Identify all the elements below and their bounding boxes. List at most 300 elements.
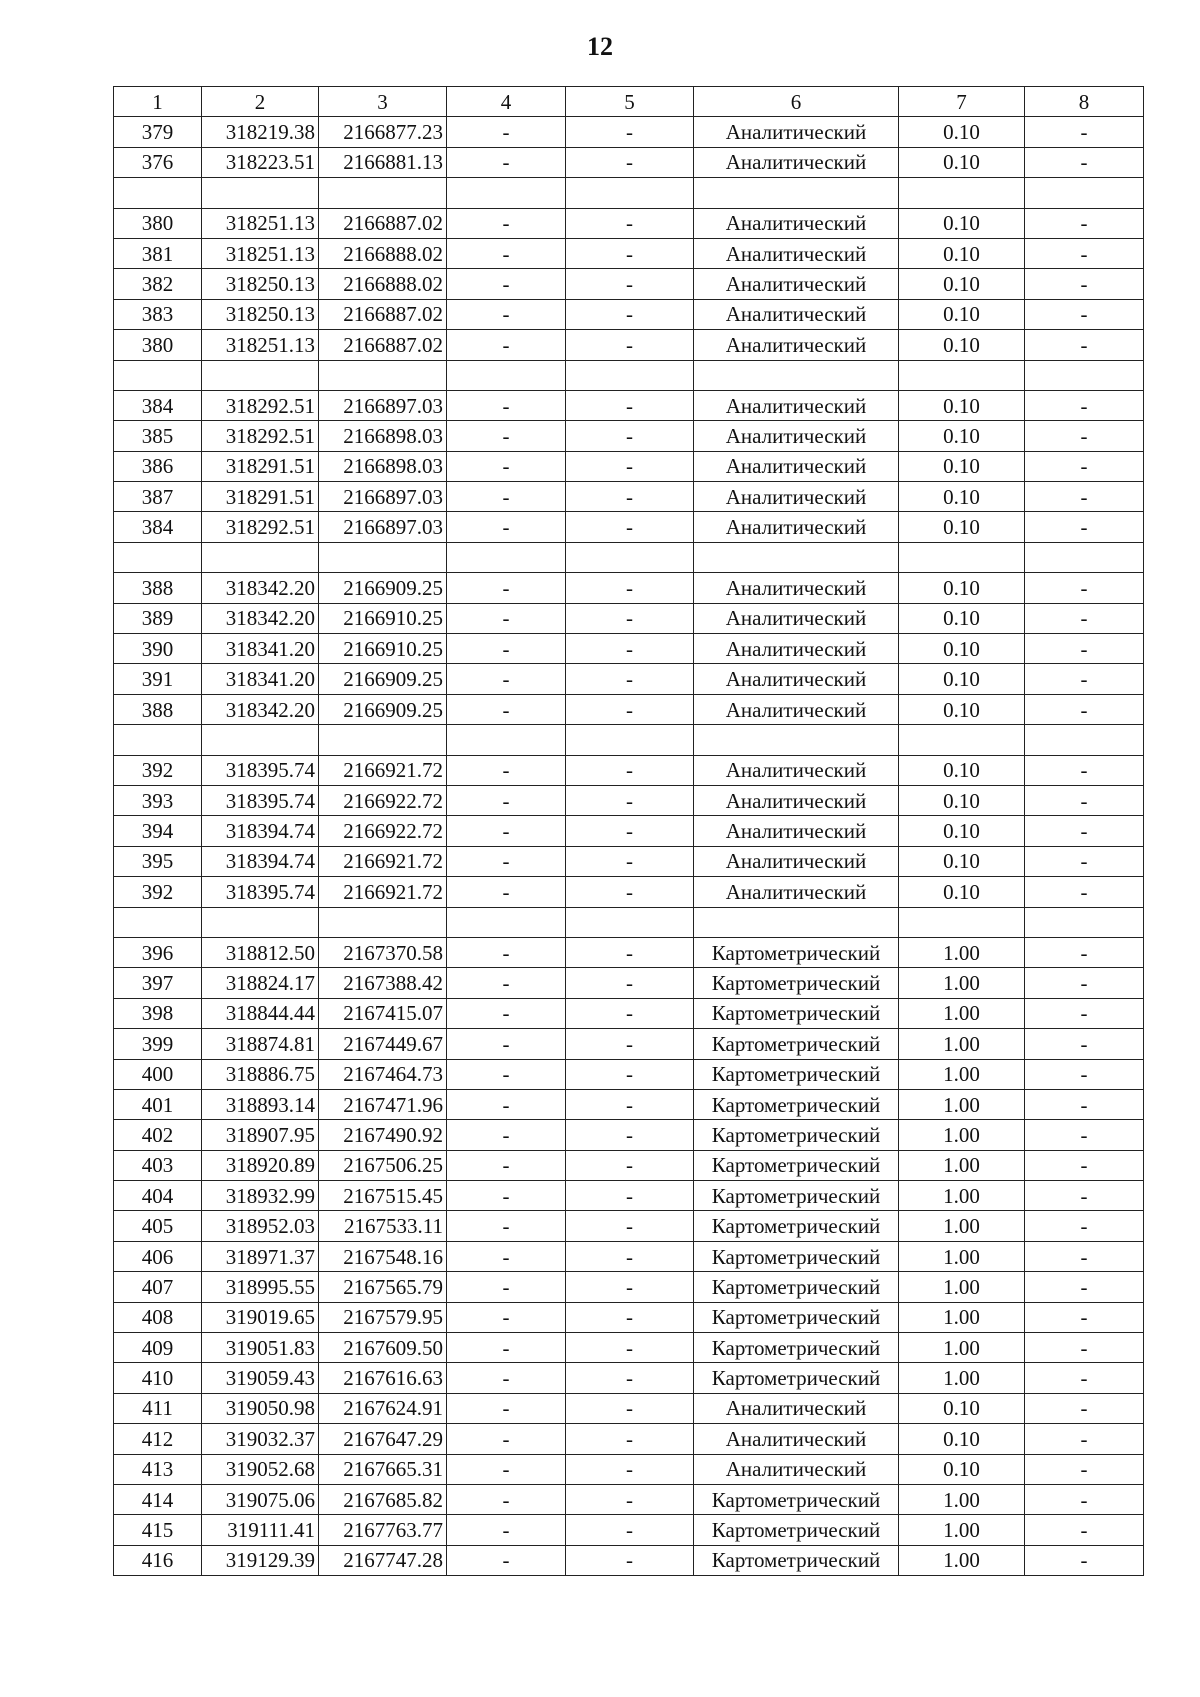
x-coordinate-cell: 318824.17 xyxy=(202,968,319,998)
table-row xyxy=(114,664,1144,694)
table-row xyxy=(114,755,1144,785)
y-coordinate-cell: 2166897.03 xyxy=(319,390,447,420)
column-5-cell: - xyxy=(566,299,694,329)
column-header: 5 xyxy=(566,87,694,117)
x-coordinate-cell: 319075.06 xyxy=(202,1484,319,1514)
accuracy-cell: 1.00 xyxy=(899,937,1025,967)
column-4-cell: - xyxy=(447,512,566,542)
column-8-cell: - xyxy=(1025,482,1144,512)
column-4-cell: - xyxy=(447,1089,566,1119)
method-cell: Аналитический xyxy=(694,634,899,664)
column-8-cell: - xyxy=(1025,634,1144,664)
method-cell: Картометрический xyxy=(694,1272,899,1302)
column-5-cell: - xyxy=(566,421,694,451)
x-coordinate-cell: 318342.20 xyxy=(202,694,319,724)
y-coordinate-cell: 2166909.25 xyxy=(319,573,447,603)
column-4-cell: - xyxy=(447,1393,566,1423)
column-5-cell: - xyxy=(566,1150,694,1180)
column-8-cell: - xyxy=(1025,785,1144,815)
column-4-cell xyxy=(447,907,566,937)
accuracy-cell: 1.00 xyxy=(899,998,1025,1028)
x-coordinate-cell: 318291.51 xyxy=(202,451,319,481)
x-coordinate-cell: 319019.65 xyxy=(202,1302,319,1332)
point-number-cell: 384 xyxy=(114,390,202,420)
column-4-cell: - xyxy=(447,482,566,512)
y-coordinate-cell: 2166921.72 xyxy=(319,755,447,785)
accuracy-cell: 1.00 xyxy=(899,1089,1025,1119)
column-4-cell: - xyxy=(447,1272,566,1302)
table-row xyxy=(114,117,1144,147)
point-number-cell: 396 xyxy=(114,937,202,967)
table-row xyxy=(114,1424,1144,1454)
y-coordinate-cell: 2167747.28 xyxy=(319,1545,447,1575)
point-number-cell: 387 xyxy=(114,482,202,512)
point-number-cell: 388 xyxy=(114,573,202,603)
y-coordinate-cell: 2166922.72 xyxy=(319,785,447,815)
point-number-cell xyxy=(114,178,202,208)
point-number-cell: 388 xyxy=(114,694,202,724)
coordinates-table xyxy=(113,86,1144,1576)
y-coordinate-cell: 2167515.45 xyxy=(319,1181,447,1211)
table-spacer-row xyxy=(114,542,1144,572)
method-cell: Картометрический xyxy=(694,1150,899,1180)
column-5-cell: - xyxy=(566,1181,694,1211)
column-4-cell xyxy=(447,542,566,572)
column-4-cell: - xyxy=(447,1484,566,1514)
method-cell: Картометрический xyxy=(694,1484,899,1514)
point-number-cell: 404 xyxy=(114,1181,202,1211)
column-4-cell: - xyxy=(447,238,566,268)
x-coordinate-cell: 319111.41 xyxy=(202,1515,319,1545)
point-number-cell: 380 xyxy=(114,330,202,360)
accuracy-cell: 1.00 xyxy=(899,1484,1025,1514)
column-8-cell: - xyxy=(1025,1302,1144,1332)
point-number-cell xyxy=(114,725,202,755)
column-5-cell: - xyxy=(566,968,694,998)
accuracy-cell xyxy=(899,178,1025,208)
column-5-cell: - xyxy=(566,147,694,177)
method-cell: Картометрический xyxy=(694,1241,899,1271)
x-coordinate-cell xyxy=(202,725,319,755)
point-number-cell: 389 xyxy=(114,603,202,633)
method-cell xyxy=(694,542,899,572)
column-8-cell: - xyxy=(1025,299,1144,329)
table-row xyxy=(114,482,1144,512)
x-coordinate-cell: 318395.74 xyxy=(202,877,319,907)
accuracy-cell: 0.10 xyxy=(899,1454,1025,1484)
table-row xyxy=(114,1150,1144,1180)
point-number-cell: 412 xyxy=(114,1424,202,1454)
column-4-cell: - xyxy=(447,421,566,451)
y-coordinate-cell: 2166887.02 xyxy=(319,330,447,360)
column-5-cell: - xyxy=(566,816,694,846)
accuracy-cell: 0.10 xyxy=(899,664,1025,694)
table-row xyxy=(114,208,1144,238)
table-row xyxy=(114,634,1144,664)
accuracy-cell: 0.10 xyxy=(899,877,1025,907)
table-row xyxy=(114,1515,1144,1545)
column-5-cell xyxy=(566,178,694,208)
point-number-cell: 382 xyxy=(114,269,202,299)
column-4-cell: - xyxy=(447,1059,566,1089)
point-number-cell: 398 xyxy=(114,998,202,1028)
method-cell: Аналитический xyxy=(694,664,899,694)
accuracy-cell: 1.00 xyxy=(899,1211,1025,1241)
point-number-cell xyxy=(114,907,202,937)
table-row xyxy=(114,451,1144,481)
column-4-cell: - xyxy=(447,998,566,1028)
column-4-cell: - xyxy=(447,1363,566,1393)
x-coordinate-cell: 318223.51 xyxy=(202,147,319,177)
point-number-cell: 411 xyxy=(114,1393,202,1423)
column-5-cell: - xyxy=(566,1029,694,1059)
point-number-cell: 407 xyxy=(114,1272,202,1302)
table-row xyxy=(114,421,1144,451)
accuracy-cell: 0.10 xyxy=(899,269,1025,299)
column-4-cell: - xyxy=(447,1150,566,1180)
column-5-cell: - xyxy=(566,1120,694,1150)
table-body xyxy=(114,117,1144,1576)
point-number-cell: 395 xyxy=(114,846,202,876)
column-8-cell: - xyxy=(1025,451,1144,481)
x-coordinate-cell: 319051.83 xyxy=(202,1333,319,1363)
y-coordinate-cell: 2167449.67 xyxy=(319,1029,447,1059)
method-cell: Картометрический xyxy=(694,1029,899,1059)
point-number-cell: 380 xyxy=(114,208,202,238)
x-coordinate-cell: 319129.39 xyxy=(202,1545,319,1575)
x-coordinate-cell: 318893.14 xyxy=(202,1089,319,1119)
x-coordinate-cell xyxy=(202,360,319,390)
x-coordinate-cell xyxy=(202,178,319,208)
point-number-cell: 390 xyxy=(114,634,202,664)
column-8-cell: - xyxy=(1025,937,1144,967)
method-cell: Картометрический xyxy=(694,968,899,998)
table-row xyxy=(114,694,1144,724)
column-8-cell: - xyxy=(1025,1120,1144,1150)
column-8-cell: - xyxy=(1025,1029,1144,1059)
table-row xyxy=(114,299,1144,329)
column-8-cell: - xyxy=(1025,1241,1144,1271)
x-coordinate-cell: 318394.74 xyxy=(202,846,319,876)
method-cell: Аналитический xyxy=(694,451,899,481)
column-8-cell: - xyxy=(1025,816,1144,846)
table-row xyxy=(114,998,1144,1028)
column-4-cell: - xyxy=(447,1424,566,1454)
method-cell: Аналитический xyxy=(694,147,899,177)
column-8-cell: - xyxy=(1025,1089,1144,1119)
accuracy-cell: 0.10 xyxy=(899,1393,1025,1423)
column-5-cell: - xyxy=(566,1302,694,1332)
accuracy-cell xyxy=(899,360,1025,390)
column-8-cell: - xyxy=(1025,1333,1144,1363)
y-coordinate-cell: 2166877.23 xyxy=(319,117,447,147)
column-8-cell: - xyxy=(1025,1272,1144,1302)
column-4-cell: - xyxy=(447,1029,566,1059)
column-8-cell: - xyxy=(1025,421,1144,451)
point-number-cell: 406 xyxy=(114,1241,202,1271)
x-coordinate-cell: 318292.51 xyxy=(202,512,319,542)
y-coordinate-cell: 2167609.50 xyxy=(319,1333,447,1363)
accuracy-cell: 0.10 xyxy=(899,634,1025,664)
y-coordinate-cell: 2167506.25 xyxy=(319,1150,447,1180)
column-5-cell: - xyxy=(566,390,694,420)
point-number-cell: 413 xyxy=(114,1454,202,1484)
y-coordinate-cell: 2167665.31 xyxy=(319,1454,447,1484)
table-row xyxy=(114,1393,1144,1423)
column-header: 7 xyxy=(899,87,1025,117)
table-row xyxy=(114,1181,1144,1211)
column-4-cell: - xyxy=(447,117,566,147)
accuracy-cell: 1.00 xyxy=(899,1181,1025,1211)
y-coordinate-cell: 2167579.95 xyxy=(319,1302,447,1332)
column-8-cell: - xyxy=(1025,1484,1144,1514)
x-coordinate-cell xyxy=(202,542,319,572)
y-coordinate-cell: 2167533.11 xyxy=(319,1211,447,1241)
column-4-cell: - xyxy=(447,694,566,724)
column-4-cell: - xyxy=(447,1241,566,1271)
column-5-cell: - xyxy=(566,1089,694,1119)
column-8-cell xyxy=(1025,178,1144,208)
column-4-cell: - xyxy=(447,1545,566,1575)
accuracy-cell: 1.00 xyxy=(899,1363,1025,1393)
point-number-cell: 416 xyxy=(114,1545,202,1575)
method-cell: Аналитический xyxy=(694,238,899,268)
column-4-cell: - xyxy=(447,299,566,329)
method-cell: Аналитический xyxy=(694,694,899,724)
column-5-cell: - xyxy=(566,238,694,268)
method-cell xyxy=(694,907,899,937)
column-8-cell: - xyxy=(1025,1059,1144,1089)
y-coordinate-cell: 2166897.03 xyxy=(319,482,447,512)
table-row xyxy=(114,147,1144,177)
column-header: 6 xyxy=(694,87,899,117)
accuracy-cell: 0.10 xyxy=(899,694,1025,724)
column-8-cell: - xyxy=(1025,512,1144,542)
column-8-cell xyxy=(1025,725,1144,755)
column-5-cell: - xyxy=(566,1363,694,1393)
point-number-cell: 391 xyxy=(114,664,202,694)
method-cell: Аналитический xyxy=(694,421,899,451)
column-4-cell: - xyxy=(447,937,566,967)
x-coordinate-cell: 318886.75 xyxy=(202,1059,319,1089)
column-4-cell: - xyxy=(447,755,566,785)
point-number-cell: 399 xyxy=(114,1029,202,1059)
column-5-cell: - xyxy=(566,1272,694,1302)
column-header: 4 xyxy=(447,87,566,117)
column-8-cell: - xyxy=(1025,117,1144,147)
point-number-cell: 385 xyxy=(114,421,202,451)
point-number-cell: 386 xyxy=(114,451,202,481)
column-5-cell: - xyxy=(566,330,694,360)
method-cell xyxy=(694,360,899,390)
column-5-cell xyxy=(566,542,694,572)
x-coordinate-cell: 319050.98 xyxy=(202,1393,319,1423)
column-5-cell: - xyxy=(566,1393,694,1423)
x-coordinate-cell: 318292.51 xyxy=(202,390,319,420)
column-8-cell xyxy=(1025,907,1144,937)
column-4-cell xyxy=(447,725,566,755)
method-cell: Аналитический xyxy=(694,299,899,329)
column-5-cell: - xyxy=(566,117,694,147)
method-cell: Картометрический xyxy=(694,1302,899,1332)
table-spacer-row xyxy=(114,725,1144,755)
x-coordinate-cell: 318971.37 xyxy=(202,1241,319,1271)
point-number-cell: 409 xyxy=(114,1333,202,1363)
method-cell: Картометрический xyxy=(694,998,899,1028)
column-5-cell: - xyxy=(566,846,694,876)
accuracy-cell: 0.10 xyxy=(899,846,1025,876)
point-number-cell: 415 xyxy=(114,1515,202,1545)
method-cell xyxy=(694,178,899,208)
table-row xyxy=(114,1211,1144,1241)
y-coordinate-cell: 2167415.07 xyxy=(319,998,447,1028)
point-number-cell xyxy=(114,360,202,390)
y-coordinate-cell: 2167471.96 xyxy=(319,1089,447,1119)
x-coordinate-cell: 318932.99 xyxy=(202,1181,319,1211)
accuracy-cell: 0.10 xyxy=(899,238,1025,268)
column-8-cell: - xyxy=(1025,846,1144,876)
x-coordinate-cell: 318920.89 xyxy=(202,1150,319,1180)
y-coordinate-cell: 2166922.72 xyxy=(319,816,447,846)
y-coordinate-cell xyxy=(319,360,447,390)
column-8-cell: - xyxy=(1025,1424,1144,1454)
column-8-cell: - xyxy=(1025,664,1144,694)
column-8-cell: - xyxy=(1025,573,1144,603)
table-row xyxy=(114,968,1144,998)
column-header: 8 xyxy=(1025,87,1144,117)
method-cell: Аналитический xyxy=(694,390,899,420)
column-8-cell: - xyxy=(1025,269,1144,299)
table-row xyxy=(114,1029,1144,1059)
y-coordinate-cell: 2166898.03 xyxy=(319,421,447,451)
y-coordinate-cell xyxy=(319,907,447,937)
column-8-cell: - xyxy=(1025,755,1144,785)
accuracy-cell xyxy=(899,907,1025,937)
accuracy-cell xyxy=(899,725,1025,755)
point-number-cell: 392 xyxy=(114,755,202,785)
accuracy-cell: 0.10 xyxy=(899,1424,1025,1454)
column-4-cell: - xyxy=(447,147,566,177)
column-4-cell: - xyxy=(447,1120,566,1150)
y-coordinate-cell: 2166897.03 xyxy=(319,512,447,542)
y-coordinate-cell: 2167548.16 xyxy=(319,1241,447,1271)
column-5-cell: - xyxy=(566,1333,694,1363)
table-row xyxy=(114,877,1144,907)
column-5-cell xyxy=(566,907,694,937)
column-5-cell xyxy=(566,360,694,390)
column-5-cell: - xyxy=(566,755,694,785)
method-cell: Картометрический xyxy=(694,1515,899,1545)
column-4-cell: - xyxy=(447,390,566,420)
column-4-cell: - xyxy=(447,634,566,664)
column-8-cell xyxy=(1025,360,1144,390)
method-cell: Картометрический xyxy=(694,1089,899,1119)
column-5-cell: - xyxy=(566,603,694,633)
method-cell: Аналитический xyxy=(694,877,899,907)
accuracy-cell: 1.00 xyxy=(899,1059,1025,1089)
column-header: 3 xyxy=(319,87,447,117)
column-5-cell: - xyxy=(566,1454,694,1484)
y-coordinate-cell: 2166888.02 xyxy=(319,269,447,299)
x-coordinate-cell: 318341.20 xyxy=(202,664,319,694)
point-number-cell: 392 xyxy=(114,877,202,907)
column-4-cell: - xyxy=(447,1515,566,1545)
column-4-cell: - xyxy=(447,664,566,694)
method-cell: Картометрический xyxy=(694,1181,899,1211)
x-coordinate-cell: 318844.44 xyxy=(202,998,319,1028)
method-cell: Аналитический xyxy=(694,785,899,815)
table-row xyxy=(114,816,1144,846)
y-coordinate-cell xyxy=(319,542,447,572)
point-number-cell xyxy=(114,542,202,572)
column-4-cell: - xyxy=(447,816,566,846)
column-4-cell: - xyxy=(447,1211,566,1241)
column-8-cell: - xyxy=(1025,968,1144,998)
table-row xyxy=(114,1272,1144,1302)
point-number-cell: 401 xyxy=(114,1089,202,1119)
method-cell: Аналитический xyxy=(694,846,899,876)
accuracy-cell: 0.10 xyxy=(899,390,1025,420)
page-number: 12 xyxy=(587,32,613,61)
y-coordinate-cell: 2167490.92 xyxy=(319,1120,447,1150)
accuracy-cell: 0.10 xyxy=(899,512,1025,542)
column-8-cell: - xyxy=(1025,1545,1144,1575)
column-4-cell: - xyxy=(447,573,566,603)
column-8-cell: - xyxy=(1025,208,1144,238)
column-5-cell: - xyxy=(566,269,694,299)
column-header: 1 xyxy=(114,87,202,117)
column-header: 2 xyxy=(202,87,319,117)
method-cell: Аналитический xyxy=(694,1393,899,1423)
point-number-cell: 381 xyxy=(114,238,202,268)
column-4-cell xyxy=(447,360,566,390)
method-cell: Аналитический xyxy=(694,573,899,603)
method-cell: Картометрический xyxy=(694,1120,899,1150)
x-coordinate-cell: 318395.74 xyxy=(202,755,319,785)
x-coordinate-cell: 318219.38 xyxy=(202,117,319,147)
method-cell: Аналитический xyxy=(694,1454,899,1484)
table-row xyxy=(114,512,1144,542)
table-row xyxy=(114,1241,1144,1271)
point-number-cell: 393 xyxy=(114,785,202,815)
table-row xyxy=(114,1120,1144,1150)
accuracy-cell: 1.00 xyxy=(899,1333,1025,1363)
table-row xyxy=(114,603,1144,633)
column-5-cell xyxy=(566,725,694,755)
table-row xyxy=(114,1302,1144,1332)
table-row xyxy=(114,785,1144,815)
column-8-cell: - xyxy=(1025,330,1144,360)
method-cell: Аналитический xyxy=(694,269,899,299)
column-4-cell: - xyxy=(447,785,566,815)
y-coordinate-cell: 2167464.73 xyxy=(319,1059,447,1089)
column-8-cell: - xyxy=(1025,1150,1144,1180)
method-cell: Аналитический xyxy=(694,330,899,360)
column-8-cell: - xyxy=(1025,1363,1144,1393)
accuracy-cell: 0.10 xyxy=(899,603,1025,633)
point-number-cell: 394 xyxy=(114,816,202,846)
accuracy-cell: 0.10 xyxy=(899,117,1025,147)
column-4-cell: - xyxy=(447,330,566,360)
column-4-cell: - xyxy=(447,846,566,876)
table-row xyxy=(114,330,1144,360)
point-number-cell: 414 xyxy=(114,1484,202,1514)
point-number-cell: 410 xyxy=(114,1363,202,1393)
y-coordinate-cell: 2167647.29 xyxy=(319,1424,447,1454)
x-coordinate-cell: 318394.74 xyxy=(202,816,319,846)
y-coordinate-cell: 2166910.25 xyxy=(319,603,447,633)
accuracy-cell: 0.10 xyxy=(899,755,1025,785)
